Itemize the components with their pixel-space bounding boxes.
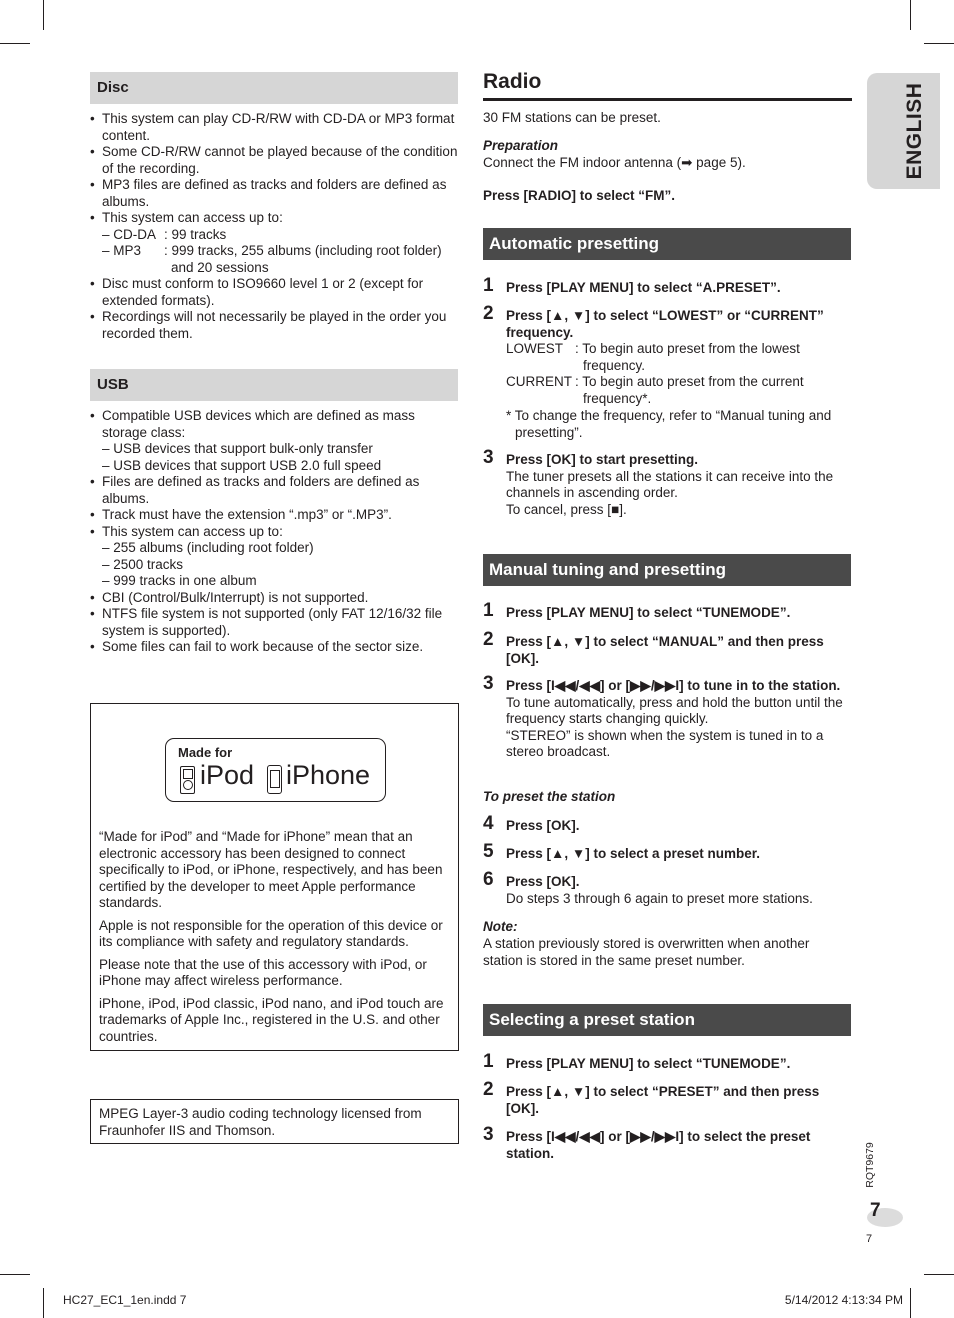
made-for-ipod-iphone-logo — [165, 738, 386, 802]
crop-mark — [0, 43, 30, 44]
stereo-note: “STEREO” is shown when the system is tuned in to a stereo broadcast. — [506, 727, 824, 759]
list-item — [88, 210, 458, 276]
note-label: Note: — [483, 919, 518, 934]
list-item: • Disc must conform to ISO9660 level 1 or 2 (except for extended formats). — [88, 276, 458, 309]
document-code: RQT9679 — [864, 1142, 876, 1188]
mpeg-notice-text: MPEG Layer-3 audio coding technology licensed from Fraunhofer IIS and Thomson. — [99, 1106, 422, 1138]
list-item: • Some files can fail to work because of the sector size. — [88, 639, 458, 656]
step-number: 2 — [483, 303, 494, 324]
crop-mark — [924, 1274, 954, 1275]
footer-timestamp: 5/14/2012 4:13:34 PM — [784, 1293, 903, 1307]
step-number: 3 — [483, 673, 494, 694]
footer-file-name: HC27_EC1_1en.indd 7 — [63, 1293, 187, 1307]
apple-paragraph: Apple is not responsible for the operation of this device or its compliance with safety and regulatory standards. — [99, 917, 443, 949]
lowest-option — [506, 341, 854, 374]
list-item: • Files are defined as tracks and folders are defined as albums. — [88, 474, 458, 507]
select-step-3: Press [I◀◀/◀◀] or [▶▶/▶▶I] to select the preset station. — [506, 1129, 811, 1161]
option-text: : To begin auto preset from the current frequency*. — [575, 374, 804, 406]
list-item: • CBI (Control/Bulk/Interrupt) is not supported. — [88, 590, 458, 607]
auto-step-2 — [506, 308, 854, 441]
step-number: 3 — [483, 1124, 494, 1145]
list-item — [88, 408, 458, 474]
manual-step-1: Press [PLAY MENU] to select “TUNEMODE”. — [506, 605, 791, 620]
footnote: * To change the frequency, refer to “Manual tuning and presetting”. — [506, 408, 832, 440]
language-tab — [867, 73, 940, 189]
page-number: 7 — [870, 1200, 881, 1221]
sub-item: – 999 tracks in one album — [102, 573, 257, 588]
press-radio-instruction: Press [RADIO] to select “FM”. — [483, 188, 676, 203]
auto-preset-heading: Automatic presetting — [489, 234, 660, 253]
manual-step-6 — [506, 874, 854, 907]
manual-step-3-text: Press [I◀◀/◀◀] or [▶▶/▶▶I] to tune in to the station. — [506, 678, 841, 693]
usb-heading: USB — [97, 376, 129, 393]
crop-mark — [924, 43, 954, 44]
preparation-text: Connect the FM indoor antenna (➡ page 5). — [483, 155, 746, 170]
manual-step-6-desc: Do steps 3 through 6 again to preset more stations. — [506, 890, 813, 906]
disc-list — [88, 111, 458, 342]
manual-step-2: Press [▲, ▼] to select “MANUAL” and then press [OK]. — [506, 634, 824, 666]
manual-step-6-text: Press [OK]. — [506, 874, 580, 889]
auto-step-1: Press [PLAY MENU] to select “A.PRESET”. — [506, 280, 781, 295]
step-number: 6 — [483, 869, 494, 890]
step-number: 1 — [483, 275, 494, 296]
language-tab-label: ENGLISH — [903, 82, 926, 180]
disc-heading: Disc — [97, 79, 129, 96]
disc-heading-bar — [90, 72, 458, 104]
step-number: 2 — [483, 1079, 494, 1100]
sub-item: – USB devices that support bulk-only transfer — [102, 441, 373, 456]
manual-step-4: Press [OK]. — [506, 818, 580, 833]
option-label: CURRENT — [506, 374, 572, 389]
step-number: 5 — [483, 841, 494, 862]
step-number: 1 — [483, 600, 494, 621]
auto-step-3-desc: The tuner presets all the stations it can receive into the channels in ascending order. — [506, 468, 834, 500]
select-step-1: Press [PLAY MENU] to select “TUNEMODE”. — [506, 1056, 791, 1071]
manual-tuning-heading-bar — [483, 554, 851, 586]
preset-station-label: To preset the station — [483, 789, 616, 804]
sub-item: – 2500 tracks — [102, 556, 184, 572]
option-text: : To begin auto preset from the lowest frequency. — [575, 341, 800, 373]
iphone-icon — [267, 765, 282, 794]
crop-mark — [0, 1274, 30, 1275]
page-number-small: 7 — [866, 1233, 873, 1245]
apple-paragraph: “Made for iPod” and “Made for iPhone” mean that an electronic accessory has been designed to connect specifically to iPod, or iPhone, respectively, and has been certified by the developer to meet Apple performance standards. — [99, 829, 443, 910]
cancel-instruction: To cancel, press [■]. — [506, 501, 627, 517]
list-item: • Recordings will not necessarily be played in the order you recorded them. — [88, 309, 458, 342]
crop-mark — [43, 1288, 44, 1318]
manual-step-3 — [506, 678, 854, 761]
sub-item: – 255 albums (including root folder) — [102, 540, 314, 555]
list-item: • Some CD-R/RW cannot be played because of the condition of the recording. — [88, 144, 458, 177]
apple-paragraph: iPhone, iPod, iPod classic, iPod nano, and iPod touch are trademarks of Apple Inc., registered in the U.S. and other countries. — [99, 995, 444, 1044]
logo-iphone-text: iPhone — [286, 760, 371, 790]
access-label: – CD-DA — [102, 226, 157, 242]
auto-step-2-text: Press [▲, ▼] to select “LOWEST” or “CURRENT” frequency. — [506, 308, 824, 340]
list-item: • Track must have the extension “.mp3” or “.MP3”. — [88, 507, 458, 524]
title-rule — [483, 98, 852, 101]
current-option — [506, 374, 854, 407]
crop-mark — [910, 0, 911, 30]
list-item — [88, 524, 458, 590]
mpeg-notice-box — [90, 1099, 459, 1144]
preparation-label: Preparation — [483, 138, 559, 153]
list-item-text: This system can access up to: — [102, 210, 283, 225]
logo-ipod-text: iPod — [200, 760, 255, 790]
step-number: 4 — [483, 813, 494, 834]
list-item: • NTFS file system is not supported (only FAT 12/16/32 file system is supported). — [88, 606, 458, 639]
step-number: 1 — [483, 1051, 494, 1072]
usb-list — [88, 408, 458, 656]
apple-notice-text — [99, 829, 453, 1051]
note-text: A station previously stored is overwritten when another station is stored in the same preset number. — [483, 936, 810, 968]
select-step-2: Press [▲, ▼] to select “PRESET” and then press [OK]. — [506, 1084, 820, 1116]
crop-mark — [43, 0, 44, 30]
manual-step-3-desc: To tune automatically, press and hold the button until the frequency starts changing quickly. — [506, 694, 843, 726]
logo-made-for-text: Made for — [178, 745, 233, 760]
crop-mark — [910, 1288, 911, 1318]
access-row — [102, 243, 458, 276]
list-item-text: Compatible USB devices which are defined as mass storage class: — [102, 408, 415, 440]
select-preset-heading: Selecting a preset station — [489, 1010, 695, 1029]
apple-notice-box — [90, 703, 459, 1051]
step-number: 2 — [483, 629, 494, 650]
apple-paragraph: Please note that the use of this accessory with iPod, or iPhone may affect wireless performance. — [99, 956, 427, 988]
list-item: • This system can play CD-R/RW with CD-DA or MP3 format content. — [88, 111, 458, 144]
intro-text: 30 FM stations can be preset. — [483, 110, 661, 125]
access-value: : 99 tracks — [164, 226, 227, 242]
access-row — [102, 227, 458, 244]
usb-heading-bar — [90, 369, 458, 401]
auto-step-3-text: Press [OK] to start presetting. — [506, 452, 699, 467]
manual-step-5: Press [▲, ▼] to select a preset number. — [506, 846, 761, 861]
option-label: LOWEST — [506, 341, 564, 356]
auto-step-3 — [506, 452, 854, 518]
manual-tuning-heading: Manual tuning and presetting — [489, 560, 727, 579]
select-preset-heading-bar — [483, 1004, 851, 1036]
list-item-text: This system can access up to: — [102, 523, 283, 539]
ipod-icon — [180, 766, 195, 794]
list-item: • MP3 files are defined as tracks and folders are defined as albums. — [88, 177, 458, 210]
auto-preset-heading-bar — [483, 228, 851, 260]
sub-item: – USB devices that support USB 2.0 full speed — [102, 457, 382, 473]
page-title: Radio — [483, 70, 542, 93]
access-value: : 999 tracks, 255 albums (including root folder) and 20 sessions — [164, 243, 442, 275]
access-label: – MP3 — [102, 243, 142, 258]
step-number: 3 — [483, 447, 494, 468]
